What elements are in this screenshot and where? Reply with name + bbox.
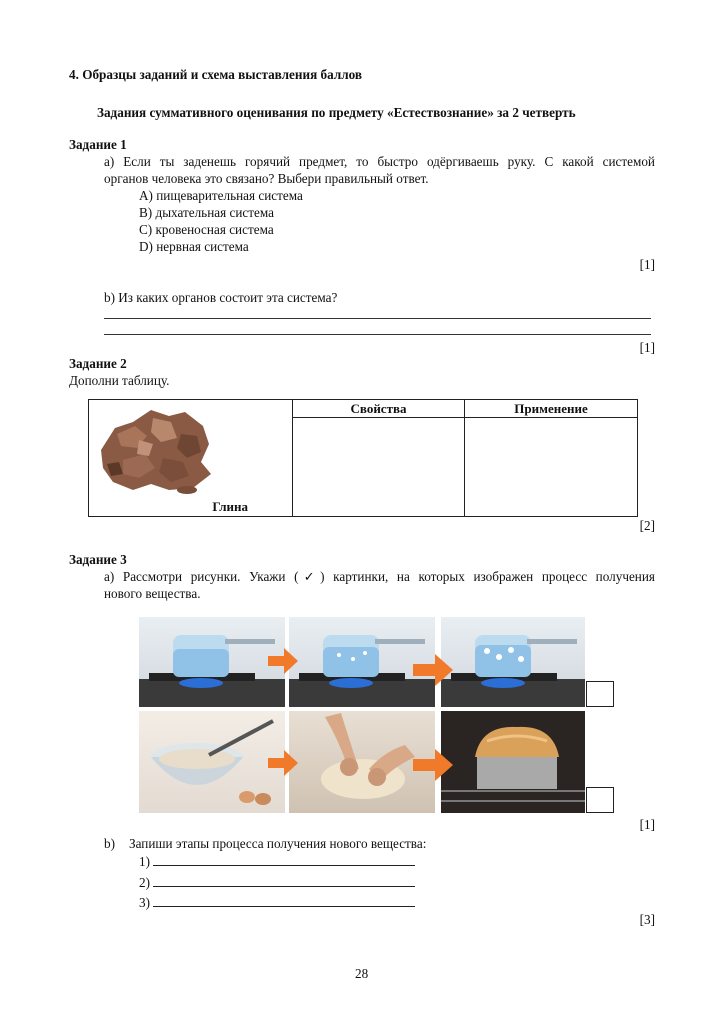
task1-option-c[interactable]: C) кровеносная система — [139, 222, 274, 237]
arrow-right-icon — [268, 750, 298, 776]
bread-in-oven-photo — [441, 711, 585, 813]
task1-question-a-line1: а) Если ты заденешь горячий предмет, то быстро одёргиваешь руку. С какой системой — [104, 154, 655, 169]
clay-caption: Глина — [212, 499, 248, 514]
pot-on-stove-photo-1 — [139, 617, 285, 707]
clay-cell — [89, 400, 293, 517]
task3-title: Задание 3 — [69, 552, 127, 567]
task3-question-b: Запиши этапы процесса получения нового вещества: — [129, 836, 427, 851]
task3-question-a-line1: а) Рассмотри рисунки. Укажи (✓) картинки, на которых изображен процесс получения — [104, 569, 655, 584]
page-subheading: Задания суммативного оценивания по предмету «Естествознание» за 2 четверть — [97, 105, 576, 120]
task3-question-a-line2: нового вещества. — [104, 586, 201, 601]
column-header-properties: Свойства — [293, 400, 465, 418]
task2-table — [88, 399, 638, 517]
checkbox-row1[interactable] — [586, 681, 614, 707]
task3-mark-b: [3] — [639, 912, 655, 927]
task2-title: Задание 2 — [69, 356, 127, 371]
mixing-bowl-photo — [139, 711, 285, 813]
usage-answer-cell[interactable] — [465, 418, 638, 517]
task1-answer-line-1[interactable] — [104, 318, 651, 319]
answer-line-2[interactable] — [139, 874, 415, 891]
clay-photo — [93, 404, 223, 496]
answer-line-label: 1) — [139, 854, 150, 869]
section-heading: 4. Образцы заданий и схема выставления баллов — [69, 67, 363, 82]
arrow-right-icon — [413, 654, 453, 686]
task2-mark: [2] — [639, 518, 655, 533]
properties-answer-cell[interactable] — [293, 418, 465, 517]
task1-title: Задание 1 — [69, 137, 127, 152]
pot-on-stove-photo-3 — [441, 617, 585, 707]
task1-answer-line-2[interactable] — [104, 334, 651, 335]
checkbox-row2[interactable] — [586, 787, 614, 813]
arrow-right-icon — [413, 749, 453, 781]
answer-line-label: 2) — [139, 875, 150, 890]
column-header-usage: Применение — [465, 400, 638, 418]
task1-mark-b: [1] — [639, 340, 655, 355]
task1-option-a[interactable]: A) пищеварительная система — [139, 188, 303, 203]
answer-line-label: 3) — [139, 895, 150, 910]
task1-option-d[interactable]: D) нервная система — [139, 239, 249, 254]
page-number: 28 — [355, 966, 369, 981]
task3-question-b-letter: b) — [104, 836, 115, 851]
arrow-right-icon — [268, 648, 298, 674]
answer-line-1[interactable] — [139, 853, 415, 870]
answer-line-3[interactable] — [139, 894, 415, 911]
task1-question-b: b) Из каких органов состоит эта система? — [104, 290, 338, 305]
task1-option-b[interactable]: B) дыхательная система — [139, 205, 274, 220]
task1-mark-a: [1] — [639, 257, 655, 272]
task1-question-a-line2: органов человека это связано? Выбери правильный ответ. — [104, 171, 429, 186]
task2-instruction: Дополни таблицу. — [69, 373, 170, 388]
task3-mark-a: [1] — [639, 817, 655, 832]
